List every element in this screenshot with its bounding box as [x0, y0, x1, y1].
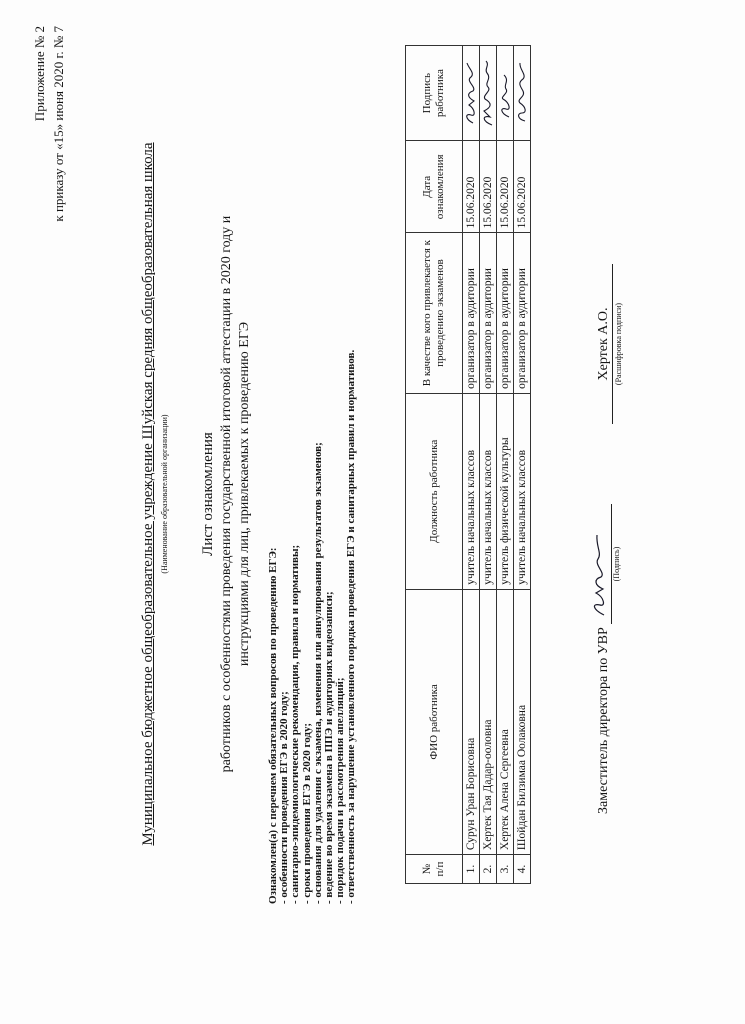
table-header-row [406, 46, 463, 884]
cell-date: 15.06.2020 [514, 141, 531, 233]
cell-signature [480, 46, 497, 141]
cell-role: организатор в аудитории [463, 233, 480, 394]
cell-num: 1. [463, 855, 480, 884]
deputy-director-label: Заместитель директора по УВР [596, 627, 611, 814]
acknowledgement-item: - ведение во время экзамена в ППЭ и аудиториях видеозаписи; [323, 591, 336, 904]
cell-signature [497, 46, 514, 141]
handwritten-signature [463, 59, 479, 127]
cell-num: 3. [497, 855, 514, 884]
cell-num: 2. [480, 855, 497, 884]
header-position: Должность работника [406, 393, 463, 589]
header-name: ФИО работника [406, 589, 463, 854]
sheet-subtitle-line: инструкциями для лиц, привлекаемых к проведению ЕГЭ [237, 321, 252, 667]
header-role: В качестве кого привлекается к проведению экзаменов [406, 233, 463, 394]
acknowledgement-item: - особенности проведения ЕГЭ в 2020 году; [278, 691, 291, 904]
handwritten-signature [480, 59, 496, 127]
header-signature: Подпись работника [406, 46, 463, 141]
cell-name: Хертек Алена Сергеевна [497, 589, 514, 854]
cell-date: 15.06.2020 [463, 141, 480, 233]
table-row [480, 46, 497, 884]
cell-date: 15.06.2020 [497, 141, 514, 233]
staff-table [405, 45, 531, 884]
cell-role: организатор в аудитории [514, 233, 531, 394]
cell-name: Шойдан Билзимаа Оолаковна [514, 589, 531, 854]
cell-role: организатор в аудитории [480, 233, 497, 394]
organization-caption: (Наименование образовательной организации) [160, 414, 169, 574]
decoded-signature-name: Хертек А.О. [596, 264, 613, 424]
table-row [497, 46, 514, 884]
acknowledgement-items [279, 104, 357, 904]
cell-position: учитель начальных классов [480, 393, 497, 589]
cell-role: организатор в аудитории [497, 233, 514, 394]
cell-name: Хертек Тая Дадар-ооловна [480, 589, 497, 854]
acknowledgement-list [268, 104, 358, 904]
decoded-signature-caption: (Расшифровка подписи) [614, 302, 623, 386]
cell-position: учитель начальных классов [514, 393, 531, 589]
acknowledgement-heading: Ознакомлен(а) с перечнем обязательных вопросов по проведению ЕГЭ: [267, 547, 279, 904]
signature-caption: (Подпись) [612, 546, 621, 582]
appendix-order-ref: к приказу от «15» июня 2020 г. № 7 [51, 26, 66, 222]
cell-signature [463, 46, 480, 141]
handwritten-signature [497, 59, 513, 127]
header-date: Дата ознакомления [406, 141, 463, 233]
organization-name: Муниципальное бюджетное общеобразовательное учреждение Шуйская средняя общеобразовательная школа [140, 142, 156, 846]
cell-num: 4. [514, 855, 531, 884]
appendix-note [30, 26, 68, 222]
sheet-subtitle [218, 64, 254, 924]
header-num: № п/п [406, 855, 463, 884]
sheet-subtitle-line: работников с особенностями проведения государственной итоговой аттестации в 2020 году и [219, 215, 234, 773]
cell-name: Сурун Уран Борисовна [463, 589, 480, 854]
cell-position: учитель начальных классов [463, 393, 480, 589]
appendix-number: Приложение № 2 [32, 26, 47, 122]
cell-date: 15.06.2020 [480, 141, 497, 233]
acknowledgement-item: - ответственность за нарушение установленного порядка проведения ЕГЭ и санитарных правил и нормативов. [345, 349, 358, 904]
table-row [514, 46, 531, 884]
acknowledgement-item: - сроки проведения ЕГЭ в 2020 году; [300, 723, 313, 904]
deputy-signature [588, 529, 610, 619]
acknowledgement-item: - порядок подачи и рассмотрения апелляций; [334, 677, 347, 904]
cell-position: учитель физической культуры [497, 393, 514, 589]
acknowledgement-item: - санитарно-эпидемиологические рекомендация, правила и нормативы; [289, 544, 302, 904]
acknowledgement-item: - основания для удаления с экзамена, изменения или аннулирования результатов экзаменов; [311, 442, 324, 904]
handwritten-signature [514, 59, 530, 127]
table-row [463, 46, 480, 884]
sheet-title: Лист ознакомления [200, 432, 216, 556]
cell-signature [514, 46, 531, 141]
